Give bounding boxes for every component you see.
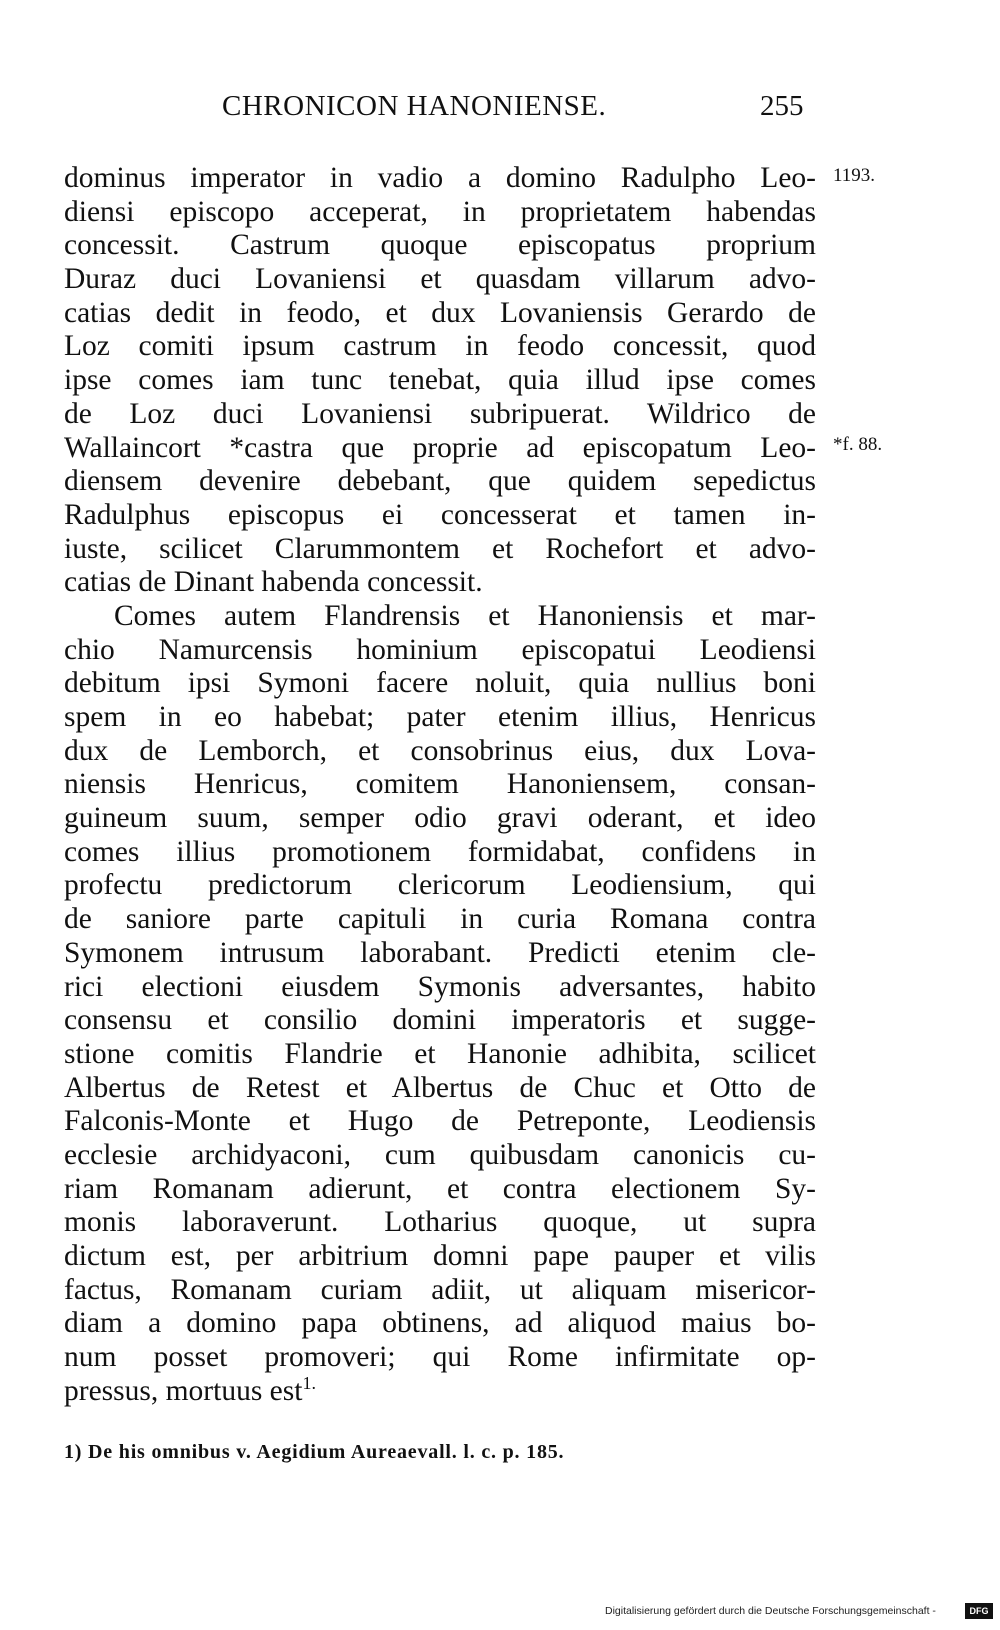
text-line: catias dedit in feodo, et dux Lovaniensis Gerardo de — [64, 296, 816, 329]
text-line: comes illius promotionem formidabat, confidens in — [64, 835, 816, 868]
dfg-logo: DFG — [965, 1603, 993, 1619]
footnote: 1) De his omnibus v. Aegidium Aureaevall. l. c. p. 185. — [64, 1441, 565, 1463]
text-line: factus, Romanam curiam adiit, ut aliquam misericor- — [64, 1273, 816, 1306]
text-line: dictum est, per arbitrium domni pape pauper et vilis — [64, 1240, 816, 1272]
text-line: de Loz duci Lovaniensi subripuerat. Wildrico de — [64, 397, 816, 430]
text-line: consensu et consilio domini imperatoris et sugge- — [64, 1004, 816, 1037]
text-line: diensem devenire debebant, que quidem sepedictus — [64, 465, 816, 498]
text-line: monis laboraverunt. Lotharius quoque, ut supra — [64, 1206, 816, 1239]
footnote-reference: 1. — [302, 1372, 316, 1393]
text-line: Falconis-Monte et Hugo de Petreponte, Leodiensis — [64, 1105, 816, 1138]
text-line: Duraz duci Lovaniensi et quasdam villarum advo- — [64, 263, 816, 296]
text-line: ecclesie archidyaconi, cum quibusdam canonicis cu- — [64, 1138, 816, 1171]
text-line: spem in eo habebat; pater etenim illius, Henricus — [64, 701, 816, 733]
text-line: chio Namurcensis hominium episcopatui Leodiensi — [64, 633, 816, 666]
text-line: de saniore parte capituli in curia Romana contra — [64, 903, 816, 936]
text-line: riam Romanam adierunt, et contra electionem Sy- — [64, 1172, 816, 1205]
paragraph-start-line: Comes autem Flandrensis et Hanoniensis et mar- — [114, 599, 816, 632]
final-line-text: pressus, mortuus est — [64, 1374, 303, 1407]
page-number: 255 — [760, 90, 804, 122]
text-line: dux de Lemborch, et consobrinus eius, dux Lova- — [64, 734, 816, 767]
text-line: rici electioni eiusdem Symonis adversantes, habito — [64, 970, 816, 1003]
text-line: concessit. Castrum quoque episcopatus proprium — [64, 229, 816, 262]
text-line: num posset promoveri; qui Rome infirmitate op- — [64, 1341, 816, 1374]
text-line: Symonem intrusum laborabant. Predicti etenim cle- — [64, 936, 816, 969]
text-line: Albertus de Retest et Albertus de Chuc et Otto de — [64, 1071, 816, 1104]
body-text — [64, 162, 816, 1408]
margin-note-folio: *f. 88. — [833, 434, 883, 455]
text-line: dominus imperator in vadio a domino Radulpho Leo- — [64, 162, 816, 194]
text-line: profectu predictorum clericorum Leodiensium, qui — [64, 869, 816, 902]
text-line: stione comitis Flandrie et Hanonie adhibita, scilicet — [64, 1037, 816, 1070]
text-line: diensi episcopo acceperat, in proprietatem habendas — [64, 195, 816, 228]
page-title: CHRONICON HANONIENSE. — [222, 90, 607, 122]
text-line: Loz comiti ipsum castrum in feodo concessit, quod — [64, 330, 816, 363]
text-line: ipse comes iam tunc tenebat, quia illud ipse comes — [64, 364, 816, 397]
text-line: Wallaincort *castra que proprie ad episcopatum Leo- — [64, 431, 816, 464]
digitization-credit: Digitalisierung gefördert durch die Deutsche Forschungsgemeinschaft - — [605, 1605, 936, 1617]
text-line: Radulphus episcopus ei concesserat et tamen in- — [64, 498, 816, 531]
text-line: catias de Dinant habenda concessit. — [64, 566, 483, 599]
margin-note-year: 1193. — [833, 165, 876, 186]
text-line: niensis Henricus, comitem Hanoniensem, consan- — [64, 768, 816, 801]
text-line: debitum ipsi Symoni facere noluit, quia nullius boni — [64, 667, 816, 700]
text-line: diam a domino papa obtinens, ad aliquod maius bo- — [64, 1307, 816, 1340]
text-line: iuste, scilicet Clarummontem et Rochefort et advo- — [64, 532, 816, 565]
text-line: guineum suum, semper odio gravi oderant, et ideo — [64, 802, 816, 835]
text-line-final — [64, 1372, 816, 1409]
